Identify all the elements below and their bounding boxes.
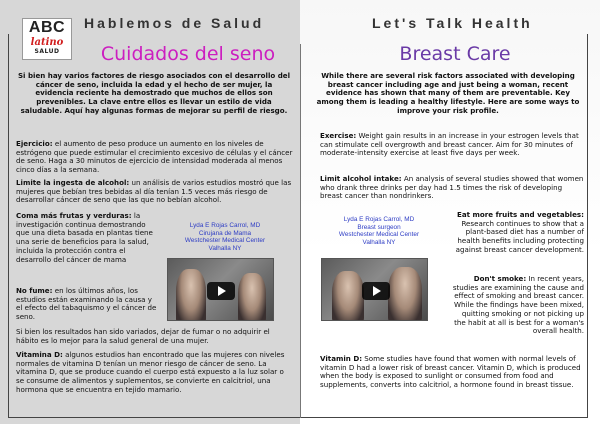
spanish-exercise-text: el aumento de peso produce un aumento en los niveles de estrógeno que puede estimular el crecimiento excesivo de células y el cáncer de seno. Haga a 30 minutos de ejercicio de intensidad moderada al menos cinco días a la semana.: [16, 139, 293, 175]
spanish-exercise: [16, 140, 294, 175]
english-vitamin-d-label: Vitamin D:: [320, 354, 363, 363]
spanish-caption-center: Westchester Medical Center: [184, 237, 266, 245]
english-smoke-text: In recent years, studies are examining the cause and effect of smoking and breast cancer. While the findings have been mixed, quitting smoking or not picking up the habit at all is best for a woman's overall health.: [452, 274, 584, 336]
english-video-person: [332, 271, 364, 321]
spanish-video-caption: [160, 222, 290, 252]
english-exercise: [320, 132, 584, 158]
english-smoke: [448, 275, 584, 336]
english-fruits: [448, 211, 584, 255]
spanish-header: Hablemos de Salud: [84, 15, 265, 31]
logo-salud-text: SALUD: [34, 48, 60, 55]
spanish-video-person: [176, 269, 206, 321]
spanish-vitamin-d-text: algunos estudios han encontrado que las mujeres con niveles normales de vitamina D tenían un menor riesgo de cáncer de seno. La vitamina D, que se produce cuando el cuerpo está expuesto a la luz solar o se consume de alimentos y suplementos, se convierte en calcitriol, una hormona que se encuentra en tejido mamario.: [16, 350, 285, 394]
english-exercise-text: Weight gain results in an increase in your estrogen levels that can stimulate cell overgrowth and breast cancer. Aim for 30 minutes of moderate-intensity exercise at least five days per week.: [320, 131, 579, 158]
english-caption-city: Valhalla NY: [362, 238, 396, 246]
spanish-alcohol-text: un análisis de varios estudios mostró que las mujeres que bebían tres bebidas al día tenían 1.5 veces más riesgo de desarrollar cáncer de seno que las que no bebían alcohol.: [16, 178, 292, 205]
spanish-smoke: [16, 287, 158, 322]
english-video-caption: [318, 216, 440, 246]
english-fruits-label: Eat more fruits and vegetables:: [457, 210, 584, 219]
english-video-thumbnail[interactable]: [321, 258, 428, 321]
english-alcohol: [320, 175, 584, 201]
spanish-alcohol-label: Limite la ingesta de alcohol:: [16, 178, 130, 187]
english-smoke-label: Don't smoke:: [473, 274, 527, 283]
english-vitamin-d: [320, 355, 584, 390]
spanish-caption-city: Valhalla NY: [208, 244, 242, 252]
column-divider: [300, 44, 301, 418]
english-alcohol-label: Limit alcohol intake:: [320, 174, 402, 183]
english-title: Breast Care: [399, 43, 511, 65]
spanish-caption-role: Cirujana de Mama: [198, 229, 252, 237]
logo-abc-text: ABC: [28, 19, 66, 36]
spanish-video-thumbnail[interactable]: [167, 258, 274, 321]
english-caption-role: Breast surgeon: [357, 223, 401, 231]
spanish-caption-name: Lyda E Rojas Carrol, MD: [189, 222, 261, 229]
english-video-person-2: [388, 267, 422, 321]
play-icon[interactable]: [362, 282, 390, 300]
spanish-smoke-text: en los últimos años, los estudios están examinando la causa y el efecto del tabaquismo y el cáncer de seno.: [16, 286, 157, 322]
english-alcohol-text: An analysis of several studies showed that women who drank three drinks per day had 1.5 times the risk of developing breast cancer than nondrinkers.: [320, 174, 584, 201]
logo-latino-text: latino: [30, 37, 64, 48]
english-header: Let's Talk Health: [372, 15, 533, 31]
spanish-fruits-label: Coma más frutas y verduras:: [16, 211, 132, 220]
english-exercise-label: Exercise:: [320, 131, 357, 140]
spanish-smoke-conclusion: Si bien los resultados han sido variados, dejar de fumar o no adquirir el hábito es lo mejor para la salud general de una mujer.: [16, 327, 270, 345]
spanish-alcohol: [16, 179, 294, 205]
english-vitamin-d-text: Some studies have found that women with normal levels of vitamin D had a lower risk of breast cancer. Vitamin D, which is produced when the body is exposed to sunlight or consumed from food and supplements, converts into calcitriol, a hormone found in breast tissue.: [320, 354, 581, 390]
english-caption-center: Westchester Medical Center: [338, 231, 420, 239]
spanish-video-person-2: [238, 273, 266, 321]
spanish-smoke-label: No fume:: [16, 286, 53, 295]
spanish-title: Cuidados del seno: [100, 43, 276, 65]
english-intro: While there are several risk factors associated with developing breast cancer including age and just being a woman, recent evidence has shown that many of them are preventable. Key among them is leading a healthy lifestyle. Here are some ways to improve your risk profile.: [316, 71, 580, 115]
spanish-intro: Si bien hay varios factores de riesgo asociados con el desarrollo del cáncer de seno, incluida la edad y el hecho de ser mujer, la evidencia reciente ha demostrado que muchos de ellos son prevenibles. La clave entre ellos es llevar un estilo de vida saludable. Aquí hay algunas formas de mejorar su perfil de riesgo.: [17, 71, 291, 115]
spanish-fruits-text: la investigación continua demostrando que una dieta basada en plantas tiene una serie de beneficios para la salud, incluida la protección contra el desarrollo del cáncer de mama: [16, 211, 153, 264]
english-caption-name: Lyda E Rojas Carrol, MD: [343, 216, 415, 223]
spanish-vitamin-d-label: Vitamina D:: [16, 350, 63, 359]
play-icon[interactable]: [207, 282, 235, 300]
english-fruits-text: Research continues to show that a plant-based diet has a number of health benefits including protecting against breast cancer development.: [455, 218, 584, 254]
spanish-fruits: [16, 212, 158, 264]
abc-latino-salud-logo: [22, 18, 72, 60]
spanish-vitamin-d: [16, 351, 294, 395]
spanish-exercise-label: Ejercicio:: [16, 139, 53, 148]
